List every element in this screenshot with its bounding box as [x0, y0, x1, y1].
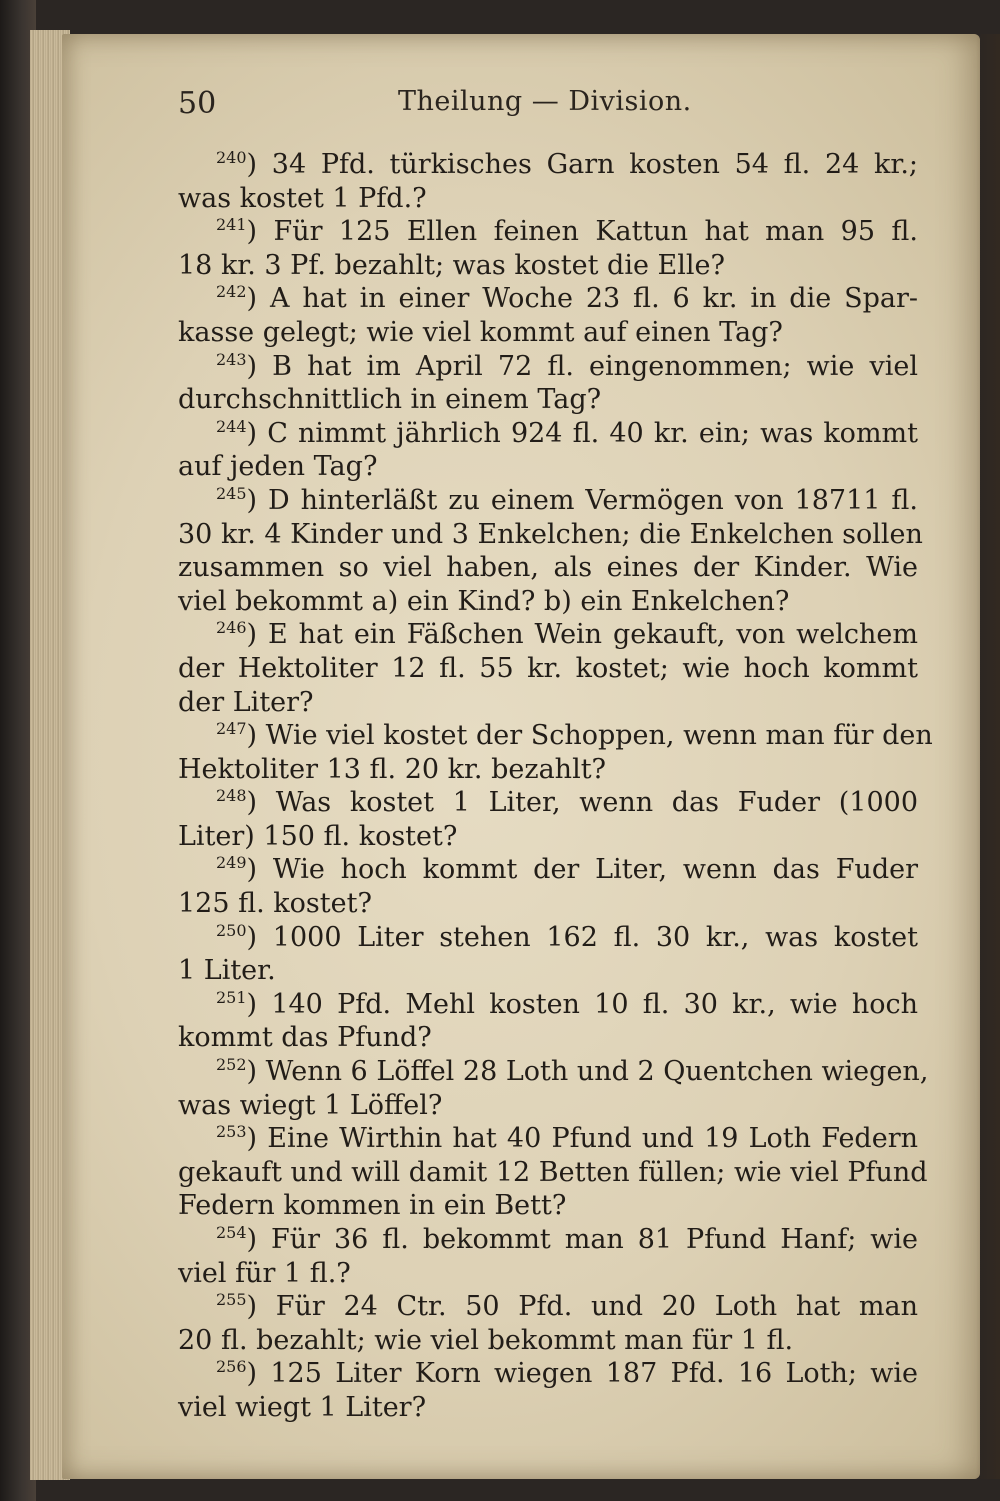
problem-line — [178, 618, 918, 652]
problem-line — [178, 350, 918, 384]
problem-line — [178, 249, 918, 283]
problem-line — [178, 719, 933, 753]
problem-text: gekauft und will damit 12 Betten füllen; wie viel Pfund — [178, 1156, 928, 1188]
problem-text: der Liter? — [178, 686, 314, 718]
problem-number-paren: ) — [246, 921, 273, 953]
problem-number: 251 — [216, 987, 247, 1007]
problem-250 — [178, 921, 918, 988]
page-gutter-shadow — [976, 34, 1000, 1479]
problem-text: viel bekommt a) ein Kind? b) ein Enkelchen? — [178, 585, 790, 617]
problem-line — [178, 853, 918, 887]
problem-line — [178, 450, 918, 484]
problem-line — [178, 1055, 929, 1089]
problem-line — [178, 585, 918, 619]
problem-number-paren: ) — [246, 216, 274, 248]
problem-247 — [178, 719, 933, 786]
problem-line — [178, 316, 918, 350]
problem-text: 34 Pfd. türkisches Garn kosten 54 fl. 24 kr.; — [271, 149, 918, 180]
problem-number: 241 — [216, 215, 247, 235]
problem-249 — [178, 853, 918, 920]
problem-255 — [178, 1290, 918, 1357]
problem-text: durchschnittlich in einem Tag? — [178, 384, 602, 416]
problem-text: was wiegt 1 Löffel? — [178, 1089, 443, 1121]
problem-243 — [178, 350, 918, 417]
problem-number-paren: ) — [246, 1224, 272, 1255]
problem-text: viel für 1 fl.? — [178, 1257, 351, 1289]
problem-line — [178, 282, 918, 316]
problem-number: 254 — [216, 1223, 247, 1242]
problem-text: 20 fl. bezahlt; wie viel bekommt man für 1 fl. — [178, 1324, 794, 1356]
problem-number: 253 — [216, 1122, 247, 1142]
problem-251 — [178, 988, 918, 1055]
problem-number-paren: ) — [246, 283, 270, 315]
problem-line — [178, 1257, 918, 1291]
problem-number-paren: ) — [246, 988, 272, 1020]
problem-text: kommt das Pfund? — [178, 1022, 432, 1054]
problem-number-paren: ) — [246, 619, 268, 651]
problem-number-paren: ) — [246, 417, 268, 449]
problem-line — [178, 215, 918, 249]
problem-240 — [178, 148, 918, 215]
problem-253 — [178, 1122, 928, 1223]
problem-line — [178, 988, 918, 1022]
problem-line — [178, 383, 918, 417]
problem-text: viel wiegt 1 Liter? — [178, 1391, 427, 1423]
problem-line — [178, 1223, 918, 1257]
problem-text: kasse gelegt; wie viel kommt auf einen Tag? — [178, 316, 783, 348]
problem-line — [178, 1290, 918, 1324]
problem-241 — [178, 215, 918, 282]
problem-line — [178, 686, 918, 720]
problem-244 — [178, 417, 918, 484]
problem-text: Wie hoch kommt der Liter, wenn das Fuder — [272, 854, 918, 886]
problem-254 — [178, 1223, 918, 1290]
problem-number: 255 — [216, 1290, 247, 1310]
problem-242 — [178, 282, 918, 349]
problem-text: Wie viel kostet der Schoppen, wenn man für den — [265, 720, 933, 752]
problem-text: Was kostet 1 Liter, wenn das Fuder (1000 — [275, 787, 918, 819]
problem-text: zusammen so viel haben, als eines der Kinder. Wie — [178, 552, 918, 584]
problem-256 — [178, 1357, 918, 1424]
problem-text: Liter) 150 fl. kostet? — [178, 820, 458, 852]
problem-number-paren: ) — [246, 149, 272, 180]
problem-number: 247 — [216, 719, 247, 739]
problem-text: Wenn 6 Löffel 28 Loth und 2 Quentchen wiegen, — [265, 1056, 929, 1088]
problem-line — [178, 1324, 918, 1358]
problem-number-paren: ) — [246, 854, 273, 886]
problem-text: 125 fl. kostet? — [178, 888, 372, 920]
problem-text: 30 kr. 4 Kinder und 3 Enkelchen; die Enkelchen sollen — [178, 518, 923, 550]
problem-number-paren: ) — [246, 720, 266, 752]
problem-245 — [178, 483, 923, 618]
problem-number: 248 — [216, 786, 247, 806]
problem-text: 125 Liter Korn wiegen 187 Pfd. 16 Loth; wie — [270, 1358, 919, 1390]
problem-line — [178, 551, 918, 585]
problem-number: 249 — [216, 853, 247, 873]
problem-number-paren: ) — [246, 1056, 266, 1088]
problem-list — [178, 148, 933, 1425]
problem-text: D hinterläßt zu einem Vermögen von 18711 fl. — [268, 484, 918, 516]
problem-line — [178, 148, 918, 182]
problem-text: Für 36 fl. bekommt man 81 Pfund Hanf; wie — [271, 1224, 918, 1255]
problem-text: Für 24 Ctr. 50 Pfd. und 20 Loth hat man — [275, 1291, 918, 1323]
problem-number-paren: ) — [246, 1358, 271, 1390]
problem-number-paren: ) — [246, 787, 276, 819]
problem-number-paren: ) — [246, 350, 273, 382]
problem-line — [178, 753, 918, 787]
problem-line — [178, 887, 918, 921]
problem-line — [178, 1089, 918, 1123]
problem-number: 256 — [216, 1357, 247, 1377]
problem-number: 246 — [216, 618, 247, 638]
problem-line — [178, 820, 918, 854]
problem-252 — [178, 1055, 929, 1122]
problem-number: 252 — [216, 1055, 247, 1075]
problem-number: 240 — [216, 148, 247, 167]
problem-text: was kostet 1 Pfd.? — [178, 182, 427, 214]
problem-line — [178, 518, 923, 552]
problem-line — [178, 1156, 928, 1190]
problem-line — [178, 1357, 918, 1391]
page-header — [178, 82, 878, 126]
problem-text: 1 Liter. — [178, 955, 276, 987]
problem-number-paren: ) — [246, 1123, 268, 1155]
problem-text: Hektoliter 13 fl. 20 kr. bezahlt? — [178, 753, 607, 785]
problem-line — [178, 1021, 918, 1055]
problem-text: 1000 Liter stehen 162 fl. 30 kr., was kostet — [272, 921, 918, 953]
problem-number: 243 — [216, 349, 247, 369]
problem-line — [178, 1122, 918, 1156]
problem-line — [178, 1189, 918, 1223]
problem-text: Eine Wirthin hat 40 Pfund und 19 Loth Federn — [267, 1123, 918, 1155]
problem-number-paren: ) — [246, 1291, 276, 1323]
problem-line — [178, 786, 918, 820]
problem-text: der Hektoliter 12 fl. 55 kr. kostet; wie hoch kommt — [178, 652, 918, 684]
problem-line — [178, 182, 918, 216]
problem-number: 250 — [216, 920, 247, 940]
problem-text: B hat im April 72 fl. eingenommen; wie viel — [272, 350, 918, 382]
page-number: 50 — [178, 86, 217, 121]
problem-text: A hat in einer Woche 23 fl. 6 kr. in die Spar- — [269, 283, 918, 315]
problem-text: auf jeden Tag? — [178, 451, 378, 483]
problem-number: 245 — [216, 483, 247, 503]
problem-number: 244 — [216, 416, 247, 436]
problem-248 — [178, 786, 918, 853]
problem-text: 18 kr. 3 Pf. bezahlt; was kostet die Elle? — [178, 249, 725, 281]
problem-line — [178, 652, 918, 686]
problem-246 — [178, 618, 918, 719]
problem-number-paren: ) — [246, 484, 269, 516]
problem-line — [178, 484, 918, 518]
problem-text: E hat ein Fäßchen Wein gekauft, von welchem — [267, 619, 918, 651]
problem-number: 242 — [216, 282, 247, 302]
running-title: Theilung — Division. — [398, 86, 692, 117]
problem-text: Federn kommen in ein Bett? — [178, 1190, 567, 1222]
problem-line — [178, 1391, 918, 1425]
problem-text: 140 Pfd. Mehl kosten 10 fl. 30 kr., wie hoch — [271, 988, 918, 1020]
problem-line — [178, 417, 918, 451]
problem-text: Für 125 Ellen feinen Kattun hat man 95 fl. — [273, 216, 918, 248]
problem-line — [178, 954, 918, 988]
problem-text: C nimmt jährlich 924 fl. 40 kr. ein; was kommt — [267, 417, 918, 449]
problem-line — [178, 921, 918, 955]
